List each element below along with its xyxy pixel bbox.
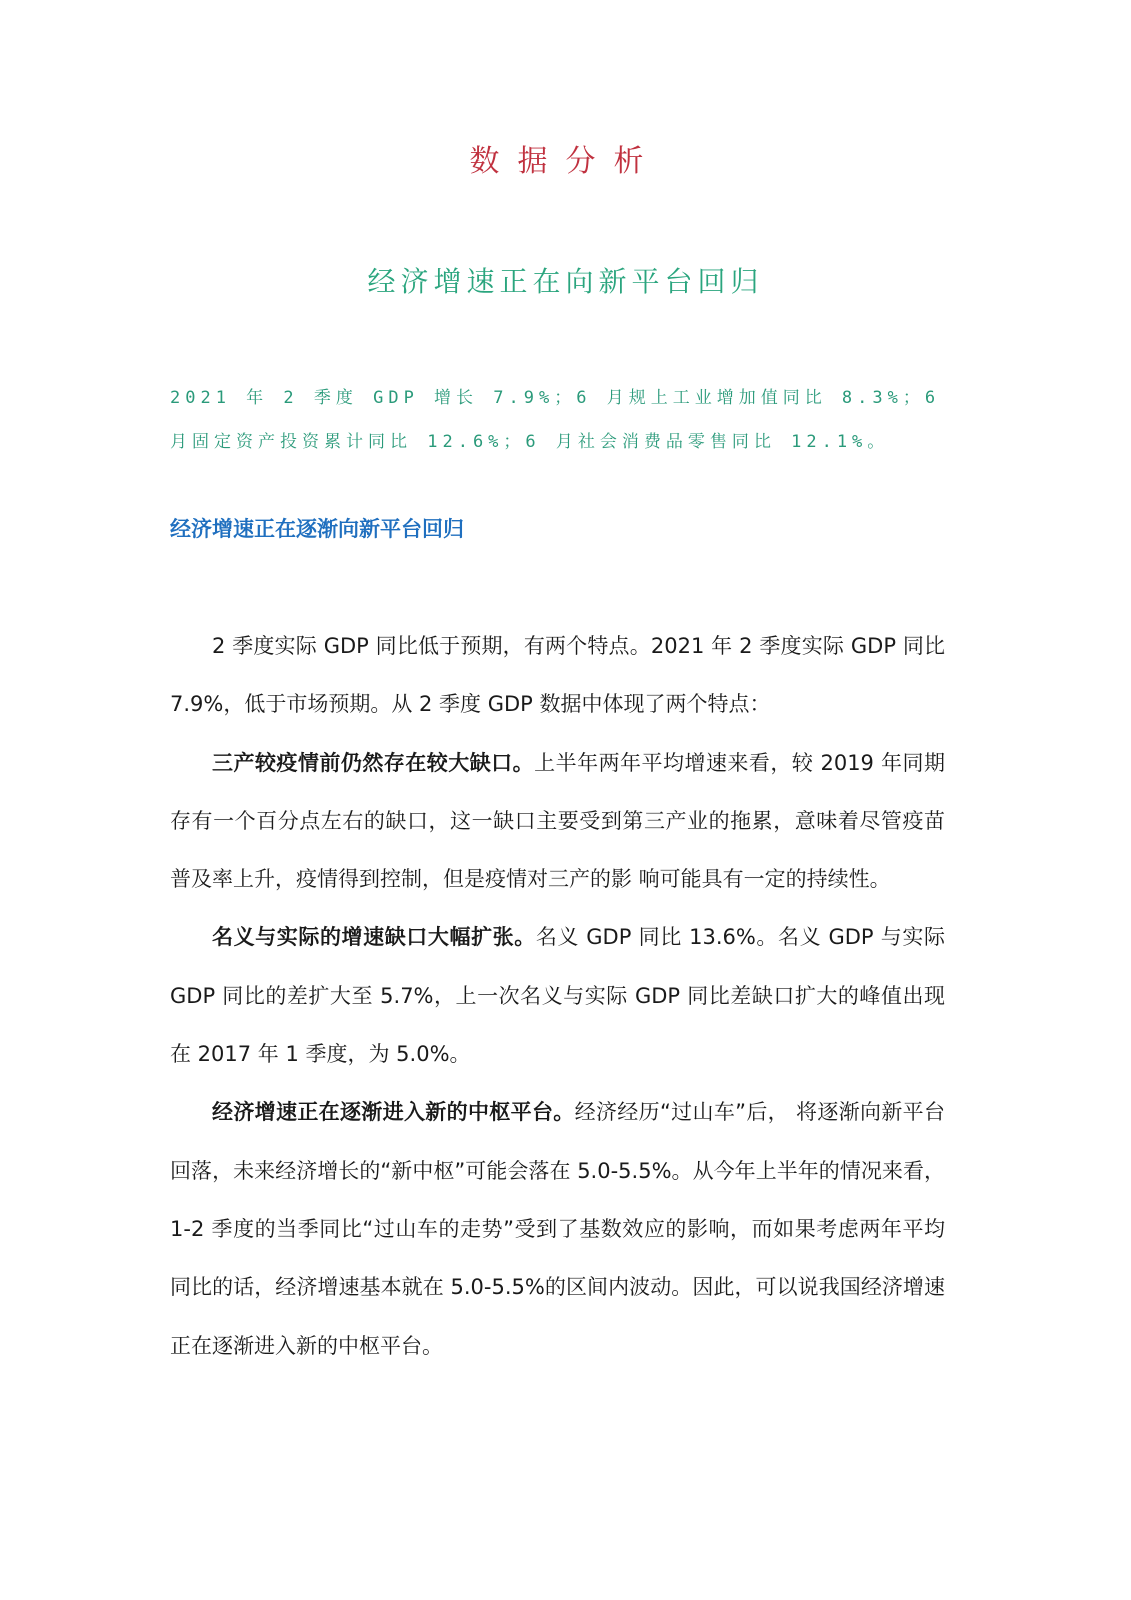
- paragraph-text: 名义 GDP 同比 13.6%。名义 GDP 与实际 GDP 同比的差扩大至 5.7%，上一次名义与实际 GDP 同比差缺口扩大的峰值出现在 2017 年 1 季度，为 5.0%。: [170, 925, 945, 1067]
- paragraph-lead: 经济增速正在逐渐进入新的中枢平台。: [212, 1100, 575, 1125]
- report-category-title: 数据分析: [469, 144, 662, 179]
- paragraph-lead: 三产较疫情前仍然存在较大缺口。: [212, 750, 535, 775]
- paragraph-lead: 名义与实际的增速缺口大幅扩张。: [212, 925, 536, 950]
- paragraph: [170, 908, 945, 1083]
- section-heading: 经济增速正在逐渐向新平台回归: [170, 517, 464, 541]
- article-summary: 2021 年 2 季度 GDP 增长 7.9%；6 月规上工业增加值同比 8.3%；6 月固定资产投资累计同比 12.6%；6 月社会消费品零售同比 12.1%。: [170, 388, 941, 452]
- article-title: 经济增速正在向新平台回归: [367, 265, 764, 298]
- paragraph: [170, 617, 945, 734]
- article-body: [170, 617, 945, 1375]
- paragraph-text: 2 季度实际 GDP 同比低于预期，有两个特点。2021 年 2 季度实际 GDP 同比 7.9%，低于市场预期。从 2 季度 GDP 数据中体现了两个特点：: [170, 634, 945, 717]
- paragraph: [170, 734, 945, 909]
- paragraph: [170, 1083, 945, 1374]
- paragraph-text: 经济经历“过山车”后， 将逐渐向新平台回落，未来经济增长的“新中枢”可能会落在 5.0-5.5%。从今年上半年的情况来看，1-2 季度的当季同比“过山车的走势”受到了基数效应的影响，而如果考虑两年平均同比的话，经济增速基本就在 5.0-5.5%的区间内波动。因此，可以说我国经济增速正在逐渐进入新的中枢平台。: [170, 1100, 946, 1358]
- paragraph-text: 上半年两年平均增速来看，较 2019 年同期存有一个百分点左右的缺口，这一缺口主要受到第三产业的拖累，意味着尽管疫苗普及率上升，疫情得到控制，但是疫情对三产的影 响可能具有一定的持续性。: [170, 750, 946, 892]
